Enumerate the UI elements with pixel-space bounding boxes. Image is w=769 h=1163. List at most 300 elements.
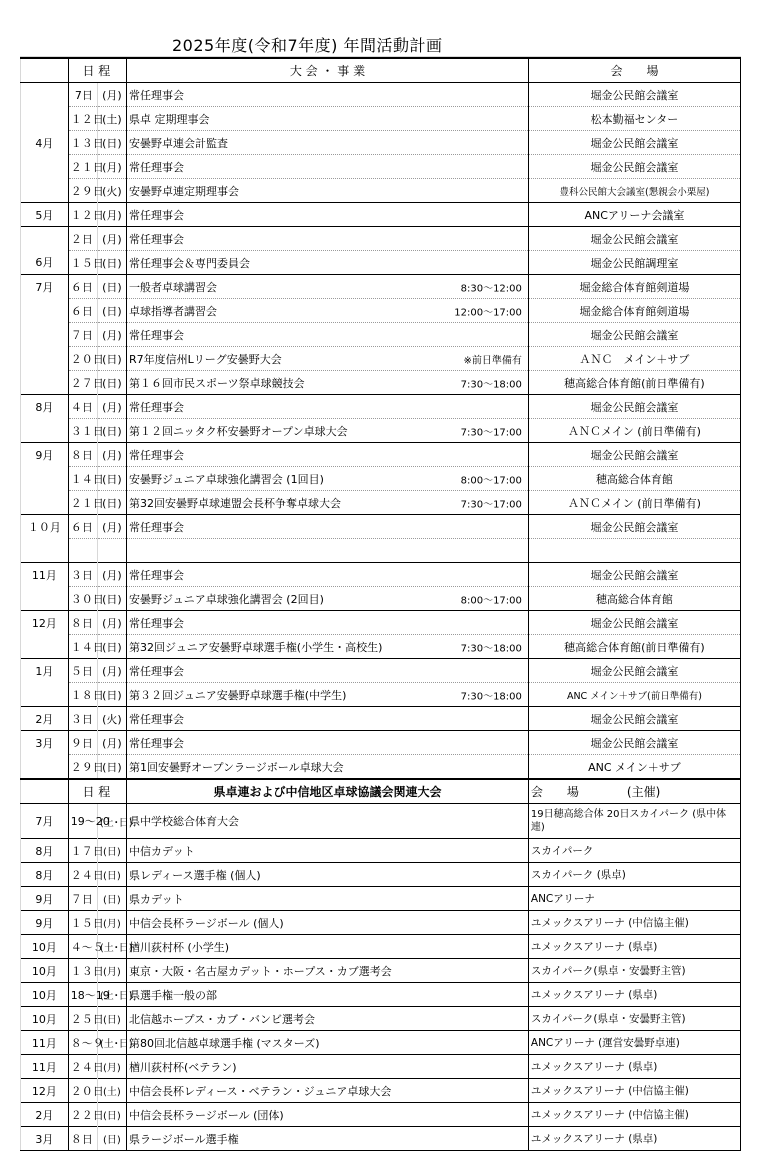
row-day: ２日: [68, 227, 97, 251]
row-event: 県ラージボール選手権: [127, 1127, 529, 1151]
row-day: ２９日: [68, 755, 97, 780]
row-weekday: (月): [97, 155, 126, 179]
row-weekday: (日): [97, 131, 126, 155]
row-month: [21, 491, 69, 515]
row-venue: スカイパーク (県卓): [528, 863, 740, 887]
row-month: 9月: [21, 911, 69, 935]
header-venue: 会 場: [528, 58, 740, 83]
row-time: 12:00～17:00: [454, 307, 522, 318]
row-venue: ユメックスアリーナ (県卓): [528, 983, 740, 1007]
row-time: ※前日準備有: [463, 355, 522, 366]
table-row: [21, 683, 741, 707]
row-event: [127, 155, 529, 179]
row-month: 9月: [21, 443, 69, 467]
row-day: ８日: [68, 443, 97, 467]
row-venue: 堀金公民館会議室: [528, 155, 740, 179]
row-event: 東京・大阪・名古屋カデット・ホープス・カブ選考会: [127, 959, 529, 983]
table-row: [21, 887, 741, 911]
table-row: [21, 1127, 741, 1151]
row-venue: ユメックスアリーナ (中信協主催): [528, 1103, 740, 1127]
row-event: [127, 515, 529, 539]
row-day: １３日: [68, 131, 97, 155]
table-row: [21, 131, 741, 155]
table-row: [21, 83, 741, 107]
row-day: ２０日: [68, 347, 97, 371]
table-row: [21, 659, 741, 683]
row-day: ２７日: [68, 371, 97, 395]
row-month: [21, 419, 69, 443]
row-event: [127, 83, 529, 107]
row-month: [21, 755, 69, 780]
row-event-name: 県卓 定期理事会: [129, 112, 210, 126]
row-event: [127, 539, 529, 563]
row-weekday: (月): [97, 323, 126, 347]
row-weekday: (火): [97, 179, 126, 203]
row-day: １８日: [68, 683, 97, 707]
row-event-name: 卓球指導者講習会: [129, 304, 218, 318]
row-day: １２日: [68, 107, 97, 131]
row-day: １５日: [68, 251, 97, 275]
row-event-name: 安曇野卓連会計監査: [129, 136, 229, 150]
row-venue: スカイパーク: [528, 839, 740, 863]
row-weekday: (日): [97, 467, 126, 491]
row-event: [127, 131, 529, 155]
row-time: 8:00～17:00: [460, 475, 522, 486]
row-time: 8:30～12:00: [460, 283, 522, 294]
row-month: [21, 323, 69, 347]
row-day: ２４日: [68, 1055, 97, 1079]
table-row: [21, 443, 741, 467]
row-venue: 堀金公民館調理室: [528, 251, 740, 275]
row-venue: 穂高総合体育館: [528, 587, 740, 611]
table-row: [21, 959, 741, 983]
row-month: 10月: [21, 959, 69, 983]
row-weekday: (月): [97, 659, 126, 683]
header2-date: 日 程: [68, 779, 126, 804]
row-event-name: 常任理事会: [129, 88, 185, 102]
row-weekday: (月): [97, 395, 126, 419]
table-row: [21, 323, 741, 347]
row-event-name: 常任理事会: [129, 448, 185, 462]
row-weekday: (月): [97, 1055, 126, 1079]
row-venue: 穂高総合体育館(前日準備有): [528, 635, 740, 659]
row-day: １２日: [68, 203, 97, 227]
row-month: [21, 299, 69, 323]
table-row: [21, 1103, 741, 1127]
row-day: ５日: [68, 659, 97, 683]
row-weekday: (月): [97, 911, 126, 935]
row-day: ６日: [68, 515, 97, 539]
row-venue: 堀金公民館会議室: [528, 323, 740, 347]
row-weekday: (土): [97, 107, 126, 131]
row-event: [127, 563, 529, 587]
table-header-2: [21, 779, 741, 804]
row-weekday: (月): [97, 611, 126, 635]
row-day: ２０日: [68, 1079, 97, 1103]
table-row: [21, 1007, 741, 1031]
row-day: １３日: [68, 959, 97, 983]
row-venue: 穂高総合体育館: [528, 467, 740, 491]
row-event: [127, 755, 529, 780]
row-month: 10月: [21, 935, 69, 959]
row-event: 北信越ホープス・カブ・バンビ選考会: [127, 1007, 529, 1031]
row-weekday: (日): [97, 635, 126, 659]
row-venue: ユメックスアリーナ (県卓): [528, 1055, 740, 1079]
row-venue: スカイパーク(県卓・安曇野主管): [528, 1007, 740, 1031]
row-day: １５日: [68, 911, 97, 935]
row-day: ２１日: [68, 155, 97, 179]
row-month: 2月: [21, 707, 69, 731]
row-venue: 堀金公民館会議室: [528, 515, 740, 539]
row-day: ２２日: [68, 1103, 97, 1127]
row-weekday: (月): [97, 515, 126, 539]
row-event-name: 常任理事会: [129, 664, 185, 678]
row-day: [68, 539, 97, 563]
table-row: [21, 911, 741, 935]
row-event-name: 常任理事会: [129, 400, 185, 414]
row-weekday: (土･日): [97, 935, 126, 959]
row-venue: スカイパーク(県卓・安曇野主管): [528, 959, 740, 983]
row-event-name: 常任理事会: [129, 736, 185, 750]
row-venue: 堀金総合体育館剣道場: [528, 275, 740, 299]
table-row: [21, 707, 741, 731]
row-event-name: 常任理事会: [129, 208, 185, 222]
row-day: ３１日: [68, 419, 97, 443]
row-venue: ANCアリーナ (運営安曇野卓連): [528, 1031, 740, 1055]
table-row: [21, 587, 741, 611]
row-weekday: (日): [97, 1127, 126, 1151]
row-day: ２９日: [68, 179, 97, 203]
row-month: [21, 539, 69, 563]
row-month: 7月: [21, 804, 69, 839]
row-event-name: 一般者卓球講習会: [129, 280, 218, 294]
table-row: [21, 251, 741, 275]
row-venue: 19日穂高総合体 20日スカイパーク (県中体連): [528, 804, 740, 839]
row-month: 8月: [21, 395, 69, 419]
row-time: 7:30～17:00: [460, 499, 522, 510]
row-weekday: (月): [97, 959, 126, 983]
row-venue: 堀金公民館会議室: [528, 83, 740, 107]
row-weekday: (日): [97, 347, 126, 371]
row-event-name: 第１２回ニッタク杯安曇野オープン卓球大会: [129, 424, 348, 438]
row-event-name: 第32回ジュニア安曇野卓球選手権(小学生・高校生): [129, 640, 383, 654]
row-weekday: (日): [97, 887, 126, 911]
table-row: [21, 935, 741, 959]
row-month: [21, 83, 69, 107]
row-venue: 堀金公民館会議室: [528, 731, 740, 755]
row-weekday: (土･日): [97, 804, 126, 839]
table-row: [21, 179, 741, 203]
row-event: 中信カデット: [127, 839, 529, 863]
row-event: [127, 683, 529, 707]
table-row: [21, 539, 741, 563]
row-month: 4月: [21, 131, 69, 155]
row-event: [127, 491, 529, 515]
row-weekday: (月): [97, 443, 126, 467]
row-month: 5月: [21, 203, 69, 227]
row-venue: 豊科公民館大会議室(懇親会小栗屋): [528, 179, 740, 203]
row-event: [127, 251, 529, 275]
row-weekday: (月): [97, 563, 126, 587]
row-month: １０月: [21, 515, 69, 539]
table-row: [21, 635, 741, 659]
row-event: [127, 659, 529, 683]
row-month: 3月: [21, 731, 69, 755]
row-event: [127, 467, 529, 491]
row-event-name: 常任理事会: [129, 568, 185, 582]
row-event: [127, 611, 529, 635]
row-event-name: 常任理事会: [129, 712, 185, 726]
table-row: [21, 347, 741, 371]
row-day: ７日: [68, 887, 97, 911]
row-event: 県中学校総合体育大会: [127, 804, 529, 839]
row-time: 7:30～18:00: [460, 379, 522, 390]
table-row: [21, 804, 741, 839]
row-day: ２５日: [68, 1007, 97, 1031]
row-venue: 堀金公民館会議室: [528, 563, 740, 587]
row-event-name: 第１６回市民スポーツ祭卓球競技会: [129, 376, 305, 390]
row-event: [127, 227, 529, 251]
row-weekday: (日): [97, 839, 126, 863]
row-day: ８～９: [68, 1031, 97, 1055]
row-venue: ＡＮＣメイン (前日準備有): [528, 419, 740, 443]
row-venue: ANCアリーナ会議室: [528, 203, 740, 227]
row-event: [127, 731, 529, 755]
row-event: 県選手権一般の部: [127, 983, 529, 1007]
row-weekday: (月): [97, 227, 126, 251]
row-weekday: (土): [97, 1079, 126, 1103]
row-day: ６日: [68, 275, 97, 299]
row-event-name: R7年度信州Lリーグ安曇野大会: [129, 352, 282, 366]
row-event-name: 安曇野卓連定期理事会: [129, 184, 240, 198]
table-row: [21, 863, 741, 887]
row-venue: 堀金公民館会議室: [528, 611, 740, 635]
row-month: 11月: [21, 563, 69, 587]
row-month: 8月: [21, 863, 69, 887]
row-event: [127, 419, 529, 443]
row-day: １４日: [68, 635, 97, 659]
row-weekday: (土･日): [97, 983, 126, 1007]
row-month: [21, 467, 69, 491]
table-row: [21, 107, 741, 131]
schedule-table: [20, 57, 741, 1151]
row-day: １７日: [68, 839, 97, 863]
table-row: [21, 839, 741, 863]
table-row: [21, 491, 741, 515]
row-weekday: (日): [97, 755, 126, 780]
row-event: 楢川荻村杯 (小学生): [127, 935, 529, 959]
row-event-name: 常任理事会: [129, 232, 185, 246]
row-month: [21, 635, 69, 659]
row-month: 2月: [21, 1103, 69, 1127]
row-venue: [528, 539, 740, 563]
row-weekday: (日): [97, 275, 126, 299]
row-venue: 堀金公民館会議室: [528, 443, 740, 467]
row-venue: ユメックスアリーナ (中信協主催): [528, 911, 740, 935]
row-time: 7:30～18:00: [460, 643, 522, 654]
row-event-name: 安曇野ジュニア卓球強化講習会 (1回目): [129, 472, 324, 486]
row-event: [127, 107, 529, 131]
row-month: 1月: [21, 659, 69, 683]
row-month: [21, 587, 69, 611]
row-venue: 堀金公民館会議室: [528, 395, 740, 419]
row-event: [127, 179, 529, 203]
row-event: 県カデット: [127, 887, 529, 911]
row-venue: 穂高総合体育館(前日準備有): [528, 371, 740, 395]
table-row: [21, 227, 741, 251]
schedule-sheet: [20, 30, 741, 1151]
row-day: ３日: [68, 707, 97, 731]
row-day: 19～20: [68, 804, 97, 839]
header-date: 日 程: [68, 58, 126, 83]
row-day: ４日: [68, 395, 97, 419]
row-day: 18～19: [68, 983, 97, 1007]
row-weekday: (火): [97, 707, 126, 731]
row-month: 12月: [21, 1079, 69, 1103]
row-weekday: (日): [97, 419, 126, 443]
row-venue: ユメックスアリーナ (県卓): [528, 935, 740, 959]
row-venue: ANCアリーナ: [528, 887, 740, 911]
row-venue: ANC メイン＋サブ(前日準備有): [528, 683, 740, 707]
row-event: 中信会長杯レディース・ベテラン・ジュニア卓球大会: [127, 1079, 529, 1103]
row-month: [21, 155, 69, 179]
row-month: 10月: [21, 983, 69, 1007]
row-day: ３日: [68, 563, 97, 587]
table-row: [21, 155, 741, 179]
table-row: [21, 1079, 741, 1103]
row-venue: 堀金総合体育館剣道場: [528, 299, 740, 323]
table-row: [21, 419, 741, 443]
row-event: [127, 635, 529, 659]
row-event: [127, 299, 529, 323]
row-month: [21, 683, 69, 707]
row-event-name: 常任理事会: [129, 160, 185, 174]
table-row: [21, 611, 741, 635]
row-event-name: 常任理事会: [129, 328, 185, 342]
row-event-name: 第32回安曇野卓球連盟会長杯争奪卓球大会: [129, 496, 342, 510]
row-time: 8:00～17:00: [460, 595, 522, 606]
row-month: [21, 371, 69, 395]
row-event-name: 第1回安曇野オープンラージボール卓球大会: [129, 760, 344, 774]
row-event: [127, 275, 529, 299]
row-weekday: (日): [97, 371, 126, 395]
row-weekday: (日): [97, 251, 126, 275]
title-row: [20, 30, 741, 57]
row-month: 10月: [21, 1007, 69, 1031]
row-month: [21, 179, 69, 203]
row-month: 11月: [21, 1055, 69, 1079]
row-venue: 堀金公民館会議室: [528, 707, 740, 731]
row-day: ４～５: [68, 935, 97, 959]
row-event: [127, 203, 529, 227]
row-event: [127, 323, 529, 347]
row-event-name: 常任理事会: [129, 616, 185, 630]
row-venue: ＡＮＣメイン (前日準備有): [528, 491, 740, 515]
header-event: 大 会 ・ 事 業: [127, 58, 529, 83]
row-weekday: (日): [97, 299, 126, 323]
row-event: [127, 587, 529, 611]
row-day: ３０日: [68, 587, 97, 611]
header2-venue: 会 場 (主催): [528, 779, 740, 804]
row-month: 9月: [21, 887, 69, 911]
page-title: 2025年度(令和7年度) 年間活動計画: [172, 36, 443, 55]
row-weekday: (日): [97, 1007, 126, 1031]
row-weekday: (日): [97, 683, 126, 707]
row-venue: ユメックスアリーナ (県卓): [528, 1127, 740, 1151]
row-event-name: 常任理事会＆専門委員会: [129, 256, 251, 270]
row-month: 12月: [21, 611, 69, 635]
table-row: [21, 563, 741, 587]
table-row: [21, 515, 741, 539]
row-event: [127, 395, 529, 419]
table-row: [21, 1031, 741, 1055]
table-row: [21, 203, 741, 227]
table-row: [21, 731, 741, 755]
header2-event: 県卓連および中信地区卓球協議会関連大会: [127, 779, 529, 804]
row-time: 7:30～17:00: [460, 427, 522, 438]
row-day: 7日: [68, 83, 97, 107]
row-month: 3月: [21, 1127, 69, 1151]
row-day: ８日: [68, 611, 97, 635]
row-venue: ANC メイン＋サブ: [528, 755, 740, 780]
row-event: 楢川荻村杯(ベテラン): [127, 1055, 529, 1079]
row-day: ７日: [68, 323, 97, 347]
table-row: [21, 395, 741, 419]
row-weekday: (日): [97, 491, 126, 515]
row-month: 8月: [21, 839, 69, 863]
row-weekday: (土･日): [97, 1031, 126, 1055]
row-weekday: (月): [97, 731, 126, 755]
row-day: ８日: [68, 1127, 97, 1151]
row-event-name: 第３２回ジュニア安曇野卓球選手権(中学生): [129, 688, 347, 702]
row-month: 6月: [21, 251, 69, 275]
row-event: [127, 707, 529, 731]
table-row: [21, 467, 741, 491]
row-day: ２１日: [68, 491, 97, 515]
row-venue: ユメックスアリーナ (中信協主催): [528, 1079, 740, 1103]
row-event: 第80回北信越卓球選手権 (マスターズ): [127, 1031, 529, 1055]
row-month: [21, 227, 69, 251]
row-month: 7月: [21, 275, 69, 299]
row-month: [21, 107, 69, 131]
row-event: 中信会長杯ラージボール (個人): [127, 911, 529, 935]
row-event: 県レディース選手権 (個人): [127, 863, 529, 887]
row-venue: 堀金公民館会議室: [528, 227, 740, 251]
table-row: [21, 275, 741, 299]
row-event-name: 常任理事会: [129, 520, 185, 534]
row-day: ９日: [68, 731, 97, 755]
table-row: [21, 1055, 741, 1079]
row-event: [127, 443, 529, 467]
row-weekday: [97, 539, 126, 563]
table-row: [21, 755, 741, 780]
row-weekday: (日): [97, 1103, 126, 1127]
row-time: 7:30～18:00: [460, 691, 522, 702]
row-event-name: 安曇野ジュニア卓球強化講習会 (2回目): [129, 592, 324, 606]
row-event: [127, 371, 529, 395]
row-venue: 松本勤福センター: [528, 107, 740, 131]
table-row: [21, 983, 741, 1007]
row-weekday: (月): [97, 83, 126, 107]
row-event: 中信会長杯ラージボール (団体): [127, 1103, 529, 1127]
table-row: [21, 299, 741, 323]
row-weekday: (日): [97, 587, 126, 611]
row-month: 11月: [21, 1031, 69, 1055]
table-row: [21, 371, 741, 395]
row-venue: 堀金公民館会議室: [528, 659, 740, 683]
row-event: [127, 347, 529, 371]
row-day: １４日: [68, 467, 97, 491]
